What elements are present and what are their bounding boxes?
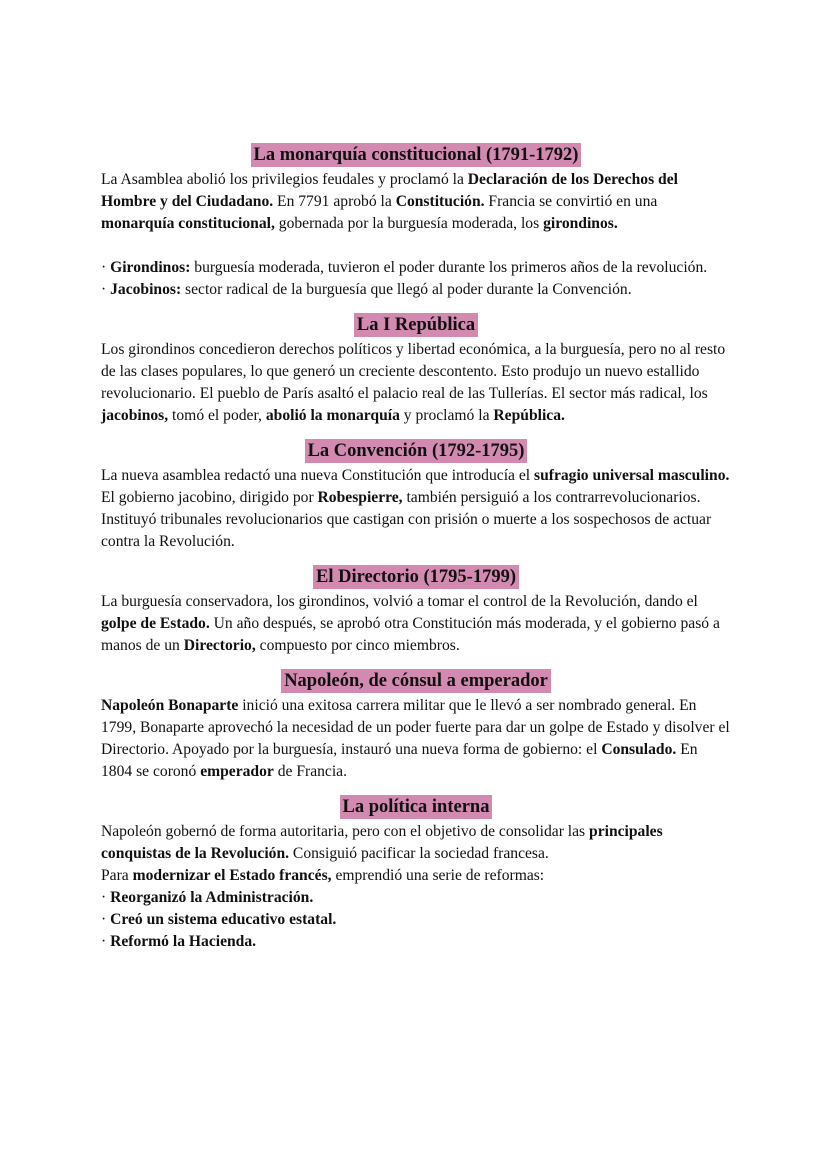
section-monarquia-constitucional bbox=[101, 143, 731, 301]
paragraph: La Asamblea abolió los privilegios feudales y proclamó la Declaración de los Derechos del Hombre y del Ciudadano. En 7791 aprobó la Constitución. Francia se convirtió en una monarquía constitucional, gobernada por la burguesía moderada, los girondinos. bbox=[101, 171, 678, 232]
paragraph: Napoleón Bonaparte inició una exitosa carrera militar que le llevó a ser nombrado general. En 1799, Bonaparte aprovechó la necesidad de un poder fuerte para dar un golpe de Estado y disolver el Directorio. Apoyado por la burguesía, instauró una nueva forma de gobierno: el Consulado. En 1804 se coronó emperador de Francia. bbox=[101, 697, 730, 780]
paragraph: La nueva asamblea redactó una nueva Constitución que introducía el sufragio universal masculino. El gobierno jacobino, dirigido por Robespierre, también persiguió a los contrarrevolucionarios. Instituyó tribunales revolucionarios que castigan con prisión o muerte a los sospechosos de actuar contra la Revolución. bbox=[101, 467, 730, 550]
section-heading: La Convención (1792-1795) bbox=[305, 439, 528, 463]
document-body bbox=[101, 143, 731, 953]
paragraph: Napoleón gobernó de forma autoritaria, pero con el objetivo de consolidar las principales conquistas de la Revolución. Consiguió pacificar la sociedad francesa. bbox=[101, 823, 663, 862]
list-item: · Reformó la Hacienda. bbox=[101, 933, 257, 950]
section-i-republica bbox=[101, 313, 731, 427]
paragraph: Para modernizar el Estado francés, emprendió una serie de reformas: bbox=[101, 867, 545, 884]
section-directorio bbox=[101, 565, 731, 657]
list-item: · Girondinos: burguesía moderada, tuvieron el poder durante los primeros años de la revolución. bbox=[101, 259, 708, 276]
section-napoleon bbox=[101, 669, 731, 783]
paragraph: Los girondinos concedieron derechos políticos y libertad económica, a la burguesía, pero no al resto de las clases populares, lo que generó un creciente descontento. Esto produjo un nuevo estallido revolucionario. El pueblo de París asaltó el palacio real de las Tullerías. El sector más radical, los jacobinos, tomó el poder, abolió la monarquía y proclamó la República. bbox=[101, 341, 726, 424]
paragraph: La burguesía conservadora, los girondinos, volvió a tomar el control de la Revolución, dando el golpe de Estado. Un año después, se aprobó otra Constitución más moderada, y el gobierno pasó a manos de un Directorio, compuesto por cinco miembros. bbox=[101, 593, 720, 654]
section-politica-interna bbox=[101, 795, 731, 953]
section-heading: Napoleón, de cónsul a emperador bbox=[281, 669, 551, 693]
section-heading: La monarquía constitucional (1791-1792) bbox=[251, 143, 582, 167]
section-heading: El Directorio (1795-1799) bbox=[313, 565, 519, 589]
list-item: · Creó un sistema educativo estatal. bbox=[101, 911, 337, 928]
list-item: · Reorganizó la Administración. bbox=[101, 889, 314, 906]
section-convencion bbox=[101, 439, 731, 553]
section-heading: La I República bbox=[354, 313, 478, 337]
list-item: · Jacobinos: sector radical de la burguesía que llegó al poder durante la Convención. bbox=[101, 281, 632, 298]
section-heading: La política interna bbox=[340, 795, 493, 819]
